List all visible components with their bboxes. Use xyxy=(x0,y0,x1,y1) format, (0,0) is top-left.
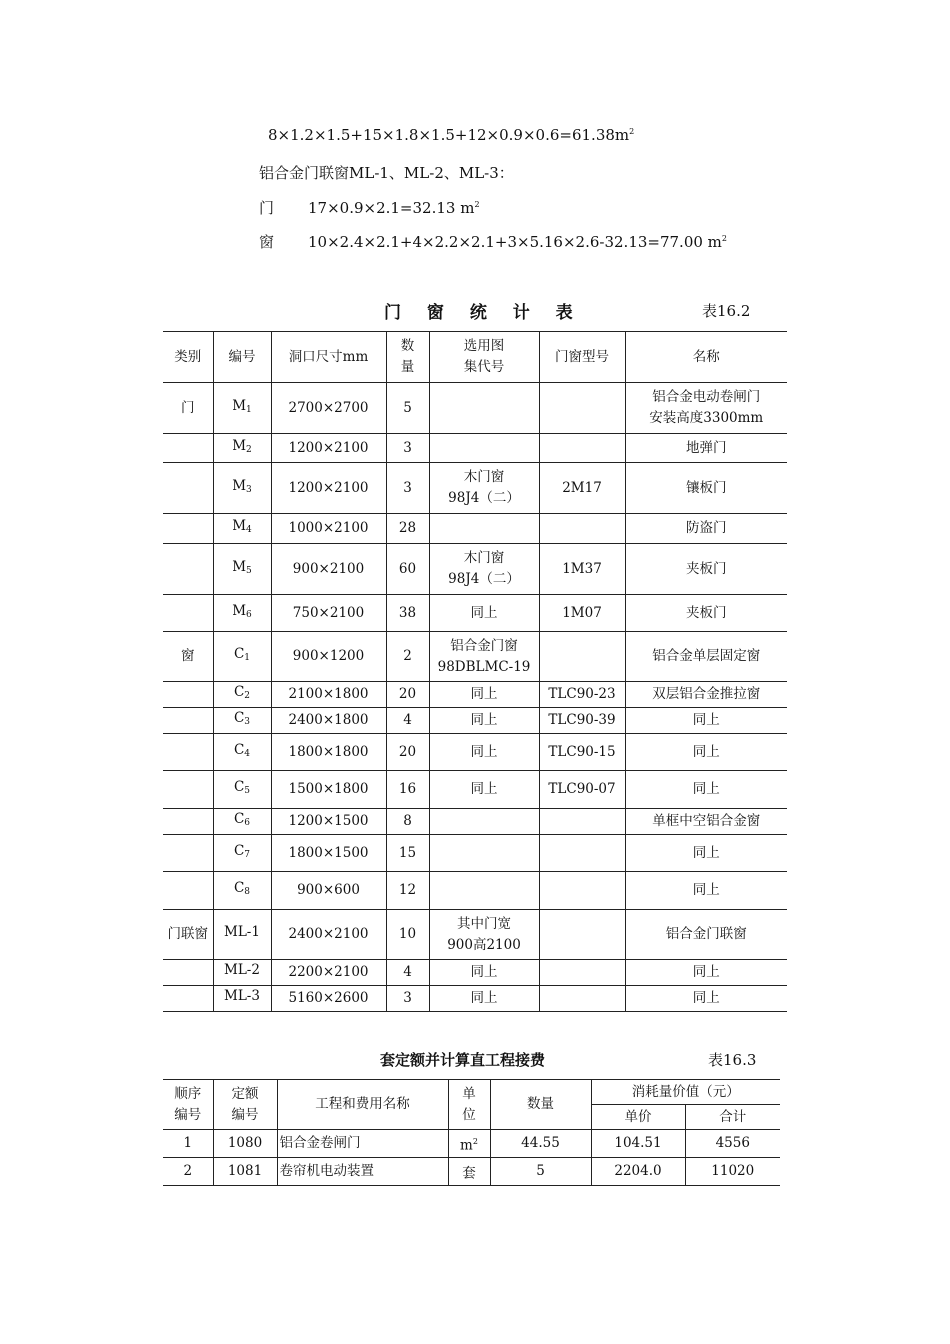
header-category: 类别 xyxy=(163,332,213,383)
header-seq: 顺序 编号 xyxy=(163,1080,213,1130)
cell-atlas: 铝合金门窗 98DBLMC-19 xyxy=(429,632,539,682)
table1-title: 门 窗 统 计 表 xyxy=(384,303,583,323)
table-row xyxy=(163,514,787,544)
table-row xyxy=(163,809,787,835)
cell-model xyxy=(539,960,625,986)
cell-atlas xyxy=(429,835,539,872)
cell-quantity: 5 xyxy=(490,1158,591,1186)
header-total: 合计 xyxy=(685,1105,780,1130)
cell-size: 1800×1800 xyxy=(271,734,386,771)
cell-atlas xyxy=(429,434,539,463)
header-unit: 单 位 xyxy=(448,1080,490,1130)
table-row xyxy=(163,383,787,434)
table-row xyxy=(163,463,787,514)
cell-name: 同上 xyxy=(625,835,787,872)
cell-code: $C_5$ xyxy=(213,771,271,809)
cell-name: 同上 xyxy=(625,872,787,910)
cell-category xyxy=(163,682,213,708)
cell-qty: 2 xyxy=(386,632,429,682)
cell-size: 900×2100 xyxy=(271,544,386,595)
header-code: 编号 xyxy=(213,332,271,383)
cell-category xyxy=(163,434,213,463)
cell-model xyxy=(539,434,625,463)
cell-model xyxy=(539,835,625,872)
cell-category xyxy=(163,463,213,514)
header-quantity: 数量 xyxy=(490,1080,591,1130)
cell-category: 窗 xyxy=(163,632,213,682)
cell-category xyxy=(163,771,213,809)
cell-qty: 28 xyxy=(386,514,429,544)
cell-atlas xyxy=(429,514,539,544)
cell-code: $C_8$ xyxy=(213,872,271,910)
header-cost: 消耗量价值（元） xyxy=(591,1080,780,1105)
cell-model xyxy=(539,632,625,682)
cell-qty: 20 xyxy=(386,734,429,771)
cell-unit-price: 104.51 xyxy=(591,1130,685,1158)
table1-number: 表16.2 xyxy=(702,302,751,320)
calc-line-1: $8\times 1.2\times 1.5+15\times 1.8\times 1.5+12\times 0.9\times 0.6=61.38m^2$ xyxy=(268,126,635,144)
table-row xyxy=(163,734,787,771)
cell-atlas xyxy=(429,872,539,910)
cell-code: $M_2$ xyxy=(213,434,271,463)
cell-size: 1200×2100 xyxy=(271,434,386,463)
cell-category xyxy=(163,595,213,632)
cell-size: 1000×2100 xyxy=(271,514,386,544)
cell-unit: 套 xyxy=(448,1158,490,1186)
cell-size: 5160×2600 xyxy=(271,986,386,1012)
table-row xyxy=(163,1130,780,1158)
cell-qty: 12 xyxy=(386,872,429,910)
cell-name: 同上 xyxy=(625,734,787,771)
cell-size: 2400×1800 xyxy=(271,708,386,734)
cell-size: 1500×1800 xyxy=(271,771,386,809)
cell-qty: 10 xyxy=(386,910,429,960)
cell-quota: 1080 xyxy=(213,1130,277,1158)
table-row xyxy=(163,1158,780,1186)
cell-model xyxy=(539,910,625,960)
cell-code: $C_2$ xyxy=(213,682,271,708)
cell-code: ML-3 xyxy=(213,986,271,1012)
table2-number: 表16.3 xyxy=(708,1051,757,1069)
cell-code: $M_4$ xyxy=(213,514,271,544)
cell-model xyxy=(539,514,625,544)
cell-atlas: 同上 xyxy=(429,682,539,708)
table-row xyxy=(163,544,787,595)
table1-header-row xyxy=(163,332,787,383)
table-row xyxy=(163,771,787,809)
cell-name: 单框中空铝合金窗 xyxy=(625,809,787,835)
cell-model: 1M07 xyxy=(539,595,625,632)
header-unit-price: 单价 xyxy=(591,1105,685,1130)
cell-atlas: 其中门宽 900高2100 xyxy=(429,910,539,960)
cell-category xyxy=(163,544,213,595)
cell-atlas: 同上 xyxy=(429,734,539,771)
cell-code: $M_5$ xyxy=(213,544,271,595)
calc-window: 窗 10×2.4×2.1+4×2.2×2.1+3×5.16×2.6-32.13=77.00 $m^2$ xyxy=(259,233,727,251)
cell-category xyxy=(163,734,213,771)
cell-code: $C_7$ xyxy=(213,835,271,872)
cell-model xyxy=(539,383,625,434)
cell-atlas: 木门窗 98J4（二） xyxy=(429,463,539,514)
cell-size: 2100×1800 xyxy=(271,682,386,708)
cell-name: 地弹门 xyxy=(625,434,787,463)
cell-quota: 1081 xyxy=(213,1158,277,1186)
cell-qty: 16 xyxy=(386,771,429,809)
header-size: 洞口尺寸mm xyxy=(271,332,386,383)
cell-code: $C_3$ xyxy=(213,708,271,734)
cell-unit: $m^2$ xyxy=(448,1130,490,1158)
table-row xyxy=(163,682,787,708)
cell-total: 11020 xyxy=(685,1158,780,1186)
table2-title: 套定额并计算直工程接费 xyxy=(380,1051,546,1069)
cell-category xyxy=(163,960,213,986)
cell-model xyxy=(539,809,625,835)
table-row xyxy=(163,986,787,1012)
cell-code: ML-2 xyxy=(213,960,271,986)
cell-seq: 1 xyxy=(163,1130,213,1158)
cell-name: 夹板门 xyxy=(625,544,787,595)
cell-qty: 15 xyxy=(386,835,429,872)
cell-atlas: 同上 xyxy=(429,708,539,734)
table2-header-row xyxy=(163,1080,780,1105)
cell-size: 2200×2100 xyxy=(271,960,386,986)
header-name: 名称 xyxy=(625,332,787,383)
header-item: 工程和费用名称 xyxy=(277,1080,448,1130)
cell-model: TLC90-23 xyxy=(539,682,625,708)
cell-atlas: 同上 xyxy=(429,771,539,809)
cell-qty: 60 xyxy=(386,544,429,595)
cell-category: 门 xyxy=(163,383,213,434)
header-atlas: 选用图 集代号 xyxy=(429,332,539,383)
cell-name: 防盗门 xyxy=(625,514,787,544)
cell-name: 同上 xyxy=(625,771,787,809)
cell-size: 2700×2700 xyxy=(271,383,386,434)
table-row xyxy=(163,835,787,872)
cell-size: 1200×1500 xyxy=(271,809,386,835)
cell-atlas: 同上 xyxy=(429,960,539,986)
header-quota: 定额 编号 xyxy=(213,1080,277,1130)
cell-code: $M_6$ xyxy=(213,595,271,632)
cell-category xyxy=(163,986,213,1012)
cell-category xyxy=(163,872,213,910)
cell-qty: 3 xyxy=(386,986,429,1012)
cell-category xyxy=(163,835,213,872)
calc-line-2: 铝合金门联窗ML-1、ML-2、ML-3： xyxy=(259,164,514,182)
calc-door: 门 17×0.9×2.1=32.13 $m^2$ xyxy=(259,199,480,217)
cell-size: 2400×2100 xyxy=(271,910,386,960)
cell-atlas: 木门窗 98J4（二） xyxy=(429,544,539,595)
cell-qty: 5 xyxy=(386,383,429,434)
cell-qty: 3 xyxy=(386,463,429,514)
cell-code: $C_4$ xyxy=(213,734,271,771)
cell-model: 1M37 xyxy=(539,544,625,595)
cell-category xyxy=(163,514,213,544)
table-row xyxy=(163,872,787,910)
cell-qty: 38 xyxy=(386,595,429,632)
table-row xyxy=(163,708,787,734)
cell-code: $C_1$ xyxy=(213,632,271,682)
quota-cost-table xyxy=(163,1079,780,1186)
cell-atlas: 同上 xyxy=(429,986,539,1012)
cell-atlas: 同上 xyxy=(429,595,539,632)
cell-name: 铝合金门联窗 xyxy=(625,910,787,960)
cell-name: 同上 xyxy=(625,708,787,734)
cell-name: 夹板门 xyxy=(625,595,787,632)
cell-model: 2M17 xyxy=(539,463,625,514)
cell-category: 门联窗 xyxy=(163,910,213,960)
cell-code: $M_1$ xyxy=(213,383,271,434)
cell-unit-price: 2204.0 xyxy=(591,1158,685,1186)
cell-model xyxy=(539,986,625,1012)
cell-code: $C_6$ xyxy=(213,809,271,835)
cell-atlas xyxy=(429,383,539,434)
cell-model: TLC90-15 xyxy=(539,734,625,771)
table-row xyxy=(163,910,787,960)
table-row xyxy=(163,960,787,986)
cell-item: 卷帘机电动装置 xyxy=(277,1158,448,1186)
cell-model: TLC90-39 xyxy=(539,708,625,734)
cell-size: 900×1200 xyxy=(271,632,386,682)
cell-model: TLC90-07 xyxy=(539,771,625,809)
cell-category xyxy=(163,708,213,734)
cell-total: 4556 xyxy=(685,1130,780,1158)
cell-name: 双层铝合金推拉窗 xyxy=(625,682,787,708)
cell-name: 镶板门 xyxy=(625,463,787,514)
table-row xyxy=(163,595,787,632)
header-model: 门窗型号 xyxy=(539,332,625,383)
table-row xyxy=(163,632,787,682)
header-qty: 数 量 xyxy=(386,332,429,383)
cell-qty: 4 xyxy=(386,708,429,734)
cell-qty: 4 xyxy=(386,960,429,986)
cell-name: 铝合金单层固定窗 xyxy=(625,632,787,682)
cell-name: 同上 xyxy=(625,986,787,1012)
cell-size: 1200×2100 xyxy=(271,463,386,514)
cell-size: 900×600 xyxy=(271,872,386,910)
cell-atlas xyxy=(429,809,539,835)
cell-seq: 2 xyxy=(163,1158,213,1186)
cell-size: 750×2100 xyxy=(271,595,386,632)
cell-item: 铝合金卷闸门 xyxy=(277,1130,448,1158)
cell-code: $M_3$ xyxy=(213,463,271,514)
door-window-table xyxy=(163,331,787,1012)
cell-model xyxy=(539,872,625,910)
cell-qty: 8 xyxy=(386,809,429,835)
cell-name: 铝合金电动卷闸门 安装高度3300mm xyxy=(625,383,787,434)
cell-qty: 3 xyxy=(386,434,429,463)
cell-code: ML-1 xyxy=(213,910,271,960)
cell-size: 1800×1500 xyxy=(271,835,386,872)
cell-quantity: 44.55 xyxy=(490,1130,591,1158)
table-row xyxy=(163,434,787,463)
cell-name: 同上 xyxy=(625,960,787,986)
cell-category xyxy=(163,809,213,835)
cell-qty: 20 xyxy=(386,682,429,708)
